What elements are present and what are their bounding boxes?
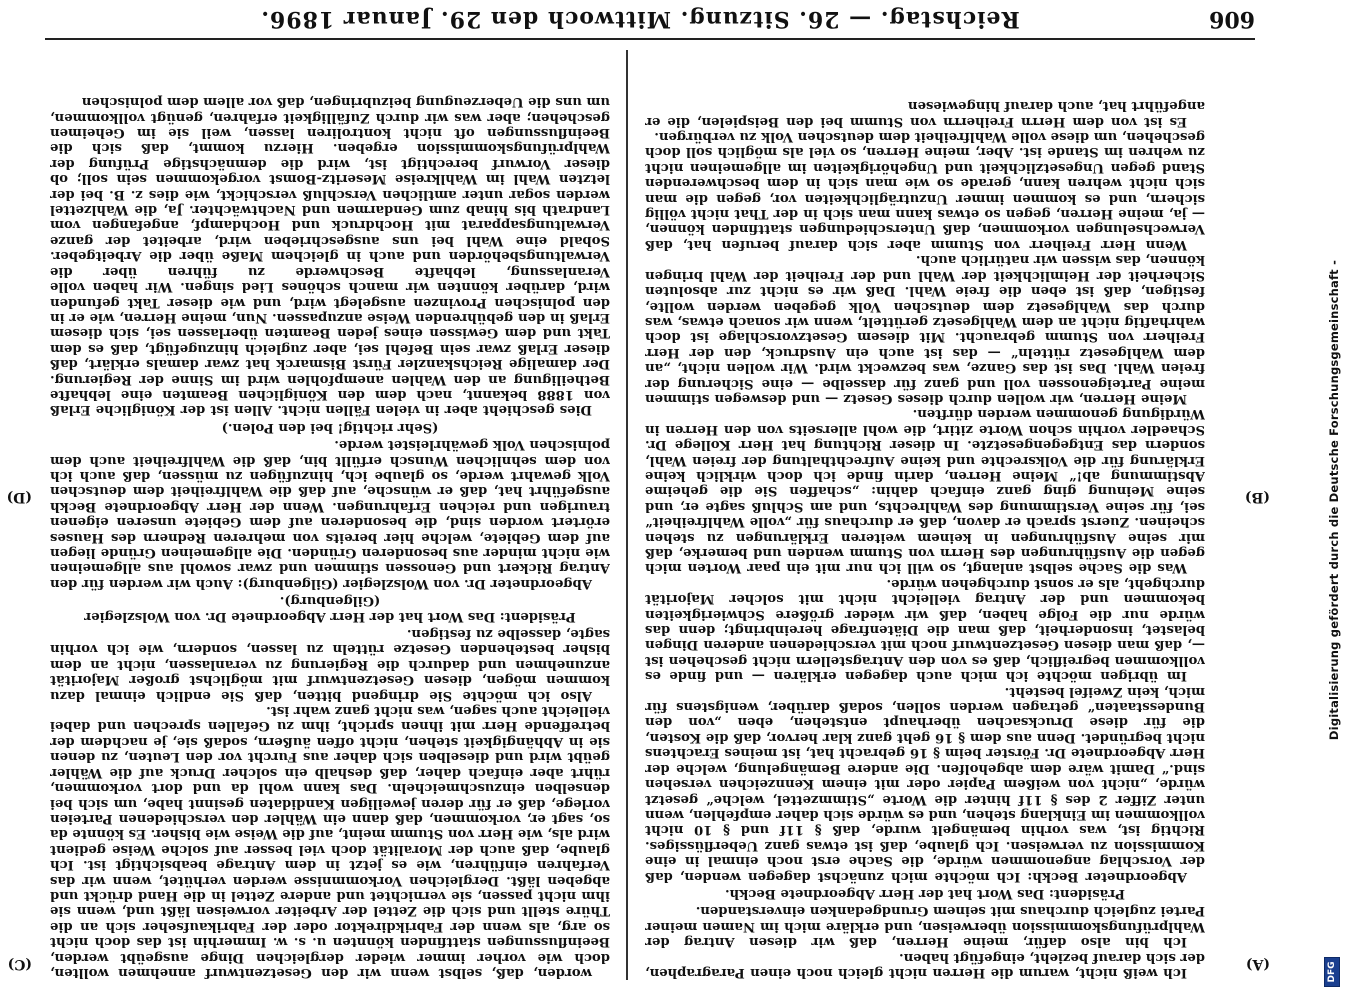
interjection: (Sehr richtig! bei den Polen.)	[221, 419, 439, 435]
right-column	[50, 50, 610, 980]
margin-mark-d: (D)	[6, 489, 32, 505]
paragraph: Was die Sache selbst anlangt, so will ich nur mit ein paar Worten mich gegen die Ausführungen des Herrn von Stumm wenden und bemerke, daß mir seine Ausführungen in keinem weiteren Erklärungen zu stehen scheinen. Zuerst sprach er davon, daß er durchaus für „volle Wahlfreiheit“ sei, für seine Verstimmung des Wahlrechts, und am Schluß sagte er, und seine Meinung ging ganz einfach dahin: „schaffen Sie die geheime Abstimmung ab!“ Meine Herren, darin finde ich doch wirklich keine Erklärung für die Volksrechte und keine Aufrechthaltung der freien Wahl, sondern das Entgegengesetzte. In dieser Richtung hat Herr Kollege Dr. Schaedler vorhin schon Worte zitirt, die wohl allerseits von den Herren in Würdigung genommen werden dürften.	[645, 406, 1205, 576]
header-rule	[45, 38, 1255, 40]
funding-credit	[1317, 0, 1351, 1000]
funding-credit-text: Digitalisierung gefördert durch die Deutsche Forschungsgemeinschaft -	[1327, 259, 1342, 741]
paragraph: Meine Herren, wir wollen durch dieses Gesetz — und deswegen stimmen meine Parteigenossen voll und ganz für dasselbe — eine Sicherung der freien Wahl. Das ist das Ganze, was bezweckt wird. Wir wollen nicht, „an dem Wahlgesetz rütteln“ — das ist auch ein Ausdruck, den der Herr Freiherr von Stumm gebraucht. Mit diesem Gesetzvorschlage ist doch wahrhaftig nicht an dem Wahlgesetz gerüttelt, wenn wir sonach etwas, was durch das Wahlgesetz dem deutschen Volk gegeben werden wollte, festigen, daß ist eben die freie Wahl. Daß wir es nicht zur absoluten Sicherheit der Heimlichkeit der Wahl und der Freiheit der Wahl bringen können, das wissen wir natürlich auch.	[645, 252, 1205, 406]
column-divider	[626, 50, 628, 980]
dfg-logo: DFG	[1324, 957, 1340, 987]
paragraph: worden, daß, selbst wenn wir den Gesetzentwurf annehmen wollten, doch wie vorher immer wieder dergleichen Dinge ausgeübt werden, Beeinflussungen stattfinden könnten u. s. w. Immerhin ist das doch nicht so arg, als wenn der Fabrikdirektor oder der Fabrikaufseher sich an die Thüre stellt und sich die Zettel der Arbeiter vorweisen läßt und, wenn sie ihm nicht passen, sie vernichtet und andere Zettel in die Hand drückt und abgeben läßt. Dergleichen Vorkommnisse werden verhütet, wenn wir das Verfahren einführen, wie es jetzt in dem Antrage beabsichtigt ist. Ich glaube, daß auch der Moralität doch viel besser auf solche Weise gedient wird als, wie Herr von Stumm meint, auf die Weise wie bisher. Es könnte da so, sagt er, vorkommen, daß dann ein Wähler den verschiedenen Parteien vorlege, daß er für deren jeweiligen Kandidaten gesinnt habe, um sich bei denselben einzuschmeicheln. Das kann wohl da und dort vorkommen, rührt aber einfach daher, daß deshalb ein solcher Druck auf die Wähler geübt wird und dieselben sich daher aus Furcht vor den Leuten, zu denen sie in Abhängigkeit stehen, nicht offen äußern, sodaß sie, je nachdem der betreffende Herr mit ihnen spricht, ihm zu Gefallen sprechen und dabei vielleicht auch sagen, was nicht ganz wahr ist.	[50, 703, 610, 980]
margin-mark-a: (A)	[1245, 956, 1270, 972]
paragraph: Es ist von dem Herrn Freiherrn von Stumm bei den Beispielen, die er angeführt hat, auch darauf hingewiesen	[645, 98, 1205, 129]
paragraph: Dies geschieht aber in vielen Fällen nicht. Allen ist der Königliche Erlaß von 1888 bekannt, nach dem den Königlichen Beamten eine lebhafte Betheiligung an den Wahlen anempfohlen wird im Sinne der Regierung. Der damalige Reichskanzler Fürst Bismarck hat zwar damals erklärt, daß dieser Erlaß zwar sein Befehl sei, aber zugleich hinzugefügt, daß es dem Takt und dem Gewissen eines jeden Beamten überlassen sei, sich diesem Erlaß in den gebührenden Weise anzupassen. Nun, meine Herren, wie er in den polnischen Provinzen ausgelegt wird, und wie dieser Takt gefunden wird, darüber könnten wir manch schönes Lied singen. Wir haben volle Veranlassung, lebhafte Beschwerde zu führen über die Verwaltungsbehörden und auch in gleichem Maße über die Arbeitgeber. Sobald eine Wahl bei uns ausgeschrieben wird, arbeitet der ganze Verwaltungsapparat mit Hochdruck und Hochdampf, angefangen vom Landrath bis hinab zum Gendarmen und Nachtwächter. Ja, die Wahlzettel werden sogar unter amtlichen Verschluß verschickt, wie dies z. B. bei der letzten Wahl im Wahlkreise Meseritz-Bomst vorgekommen sein soll; ob dieser Vorwurf berechtigt ist, wird die demnächstige Prüfung der Wahlprüfungskommission ergeben. Hierzu kommt, daß sich die Beeinflussungen oft nicht kontroliren lassen, weil sie im Geheimen geschehen; aber was wir durch Zufälligkeit erfahren, genügt vollkommen, um uns die Ueberzeugung beizubringen, daß vor allem dem polnischen	[50, 94, 610, 418]
page-number: 606	[1209, 6, 1255, 32]
paragraph: Im übrigen möchte ich mich auch dagegen erklären — und finde es vollkommen begreiflich, daß es von den Antragstellern nicht geschehen ist —, daß man diesen Gesetzentwurf noch mit verschiedenen anderen Dingen belastet, insonderheit, daß man die Diätenfrage hereinbringt; denn das würde nur die Folge haben, daß wir wieder größere Schwierigkeiten bekommen und der Antrag vielleicht nicht mit solcher Majorität durchgeht, als er sonst durchgehen würde.	[645, 575, 1205, 684]
speaker-line: Präsident: Das Wort hat der Herr Abgeordnete Dr. von Wolszlegier (Gilgenburg).	[84, 593, 576, 624]
running-title: Reichstag. — 26. Sitzung. Mittwoch den 29. Januar 1896.	[260, 6, 1020, 32]
paragraph: Abgeordneter Dr. von Wolszlegier (Gilgenburg): Auch wir werden für den Antrag Rickert und Genossen stimmen und zwar sowohl aus allgemeinen wie nicht minder aus besonderen Gründen. Die allgemeinen Gründe liegen auf dem Gebiete, welche hier bereits von mehreren Rednern des Hauses erörtert worden sind, die besonderen auf dem Gebiete unseren eigenen traurigen und reichen Erfahrungen. Wenn der Herr Abgeordnete Beckh ausgeführt hat, daß er wünsche, auf daß die Wahlfreiheit dem deutschen Volk gewahrt werde, so glaube ich, hinzufügen zu müssen, daß auch ich von dem sehnlichen Wunsch erfüllt bin, daß die Wahlfreiheit auch dem polnischen Volk gewährleistet werde.	[50, 437, 610, 591]
paragraph: Ich weiß nicht, warum die Herren nicht gleich noch einen Paragraphen, der sich darauf bezieht, eingefügt haben.	[645, 949, 1205, 980]
paragraph: Abgeordneter Beckh: Ich möchte mich zunächst dagegen wenden, daß der Vorschlag angenommen würde, die Sache erst noch einmal in eine Kommission zu verweisen. Ich glaube, daß ist etwas ganz Ueberflüssiges. Richtig ist, was vorhin bemängelt wurde, daß § 11f und § 10 nicht vollkommen im Einklang stehen, und es würde sich daher empfehlen, wenn unter Ziffer 2 des § 11f hinter die Worte „Stimmzettel, welche“ gesetzt würde, „nicht von weißem Papier oder mit einem Kennzeichen versehen sind.“ Damit wäre dem abgeholfen. Die andere Bemängelung, welche der Herr Abgeordnete Dr. Förster beim § 16 gebracht hat, ist meines Erachtens nicht begründet. Denn aus dem § 16 geht ganz klar hervor, daß die Kosten, die für diese Drucksachen überhaupt entstehen, eben „von den Bundesstaaten“ getragen werden sollen, sodaß darüber, wenigstens für mich, kein Zweifel besteht.	[645, 683, 1205, 884]
left-column	[645, 50, 1205, 980]
paragraph: Ich bin also dafür, meine Herren, daß wir diesen Antrag der Wahlprüfungskommission überweisen, und erkläre mich im Namen meiner Partei zugleich durchaus mit seinem Grundgedanken einverstanden.	[645, 903, 1205, 950]
margin-mark-c: (C)	[7, 956, 32, 972]
margin-mark-b: (B)	[1244, 489, 1270, 505]
paragraph: Wenn Herr Freiherr von Stumm aber sich darauf berufen hat, daß Verwechselungen vorkommen, daß Unterschiedungen stattfinden können, — ja, meine Herren, gegen so etwas kann man sich in der That nicht völlig sichern, und es kommen immer Unzuträglichkeiten vor, gegen die man sich nicht wehren kann, gerade so wie man sich in dem beschwerenden Stand gegen Ungesetzlichkeit und Ungehörigkeiten im allgemeinen nicht zu wehren im Stande ist. Aber, meine Herren, so viel als möglich soll doch geschehen, um diese volle Wahlfreiheit dem deutschen Volk zu verbürgen.	[645, 129, 1205, 252]
page-header	[25, 6, 1255, 32]
speaker-line: Präsident: Das Wort hat der Herr Abgeordnete Beckh.	[725, 885, 1126, 901]
digitization-sidebar	[1315, 0, 1353, 1000]
paragraph: Also ich möchte Sie dringend bitten, daß Sie endlich einmal dazu kommen mögen, diesen Gesetzentwurf mit möglichst großer Majorität anzunehmen und dadurch die Regierung zu veranlassen, nicht an dem bisher bestehenden Gesetze rütteln zu lassen, sondern, wie ich vorhin sagte, dasselbe zu festigen.	[50, 626, 610, 703]
